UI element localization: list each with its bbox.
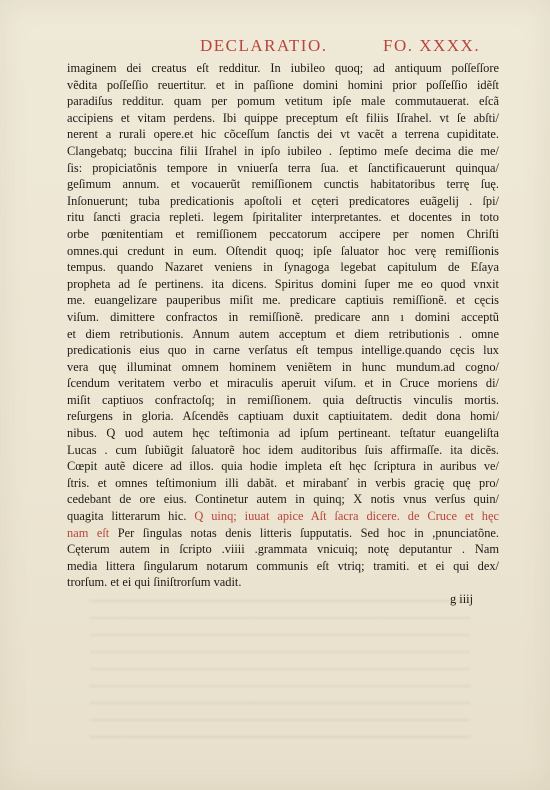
text-segment: propheta ad ſe pertinens. ita dicens. Spiritus domini ſuper me eo quod vnxit xyxy=(67,276,499,291)
text-line xyxy=(67,243,499,260)
text-segment: omnes.qui credunt in eum. Oſtendit quoq; ipſe ſaluator hoc verę remiſſionis xyxy=(67,243,499,258)
text-segment: Per ſingulas notas denis litteris ſupputatis. Sed hoc in ,pnunciatõne. xyxy=(109,525,499,540)
text-segment: reſurgens in gloria. Aſcendẽs captiuam duxit captiuitatem. dedit dona homi/ xyxy=(67,409,499,424)
text-line xyxy=(67,193,499,210)
running-head-title: DECLARATIO. xyxy=(200,36,328,55)
rubricated-text: nam eſt xyxy=(67,525,110,540)
text-line xyxy=(67,525,499,542)
folio-number: FO. XXXX. xyxy=(383,36,481,55)
signature-mark: g iiij xyxy=(450,592,474,606)
text-line xyxy=(67,326,499,343)
text-line xyxy=(67,60,499,77)
text-segment: me. euangelizare pauperibus miſit me. predicare captiuis remiſſionẽ. et cęcis xyxy=(67,293,499,308)
text-segment: geſimum annum. et vocauerũt remiſſionem cunctis habitatoribus terrę ſuę. xyxy=(67,177,499,192)
text-line xyxy=(67,342,499,359)
text-segment: quagita litterarum hic. xyxy=(67,509,195,524)
text-segment: et diem retributionis. Annum autem acceptum et diem retributionis . omne xyxy=(67,326,499,341)
text-segment: media littera ſingularum notarum communis eſt vtriq; tramiti. et ei qui dex/ xyxy=(67,558,499,573)
text-line xyxy=(67,375,499,392)
text-segment: paradiſus redditur. quam per pomum vetitum ipſe male commutauerat. eſcã xyxy=(67,94,499,109)
text-line xyxy=(67,176,499,193)
text-segment: vera quę illuminat omnem hominem veniẽtem in hunc mundum.ad cogno/ xyxy=(67,359,499,374)
text-line xyxy=(67,392,499,409)
show-through-bleed xyxy=(90,600,470,740)
text-line xyxy=(67,408,499,425)
text-line xyxy=(67,209,499,226)
text-line xyxy=(67,77,499,94)
text-segment: Clangebatq; buccina filii Iſrahel in ipſo iubileo . ſeptimo meſe decima die me/ xyxy=(67,143,499,158)
text-line xyxy=(67,491,499,508)
text-segment: Lucas . cum ſubiũgit ſaluatorẽ hoc idem auditoribus ſuis affirmaſſe. ita dicẽs. xyxy=(67,442,499,457)
text-segment: accipiens et vitam perdens. Ibi quippe preceptum eſt filiis Iſrahel. vt ſe abſti/ xyxy=(67,110,499,125)
text-line xyxy=(67,126,499,143)
text-segment: nibus. Q uod autem hęc teſtimonia ad ipſum pertineant. teſtatur euangeliſta xyxy=(67,426,499,441)
text-segment: Cęterum autem in ſcripto .viiii .grammata vnicuiq; notę deputantur . Nam xyxy=(67,542,499,557)
text-segment: cedebant de ore eius. Continetur autem in quinq; X notis vnus verſus quin/ xyxy=(67,492,499,507)
text-segment: orbe pœnitentiam et remiſſionem peccatorum accipere per nomen Chriſti xyxy=(67,226,499,241)
text-line xyxy=(67,574,499,591)
text-segment: trorſum. et ei qui ſiniſtrorſum vadit. xyxy=(67,575,242,590)
text-line xyxy=(67,458,499,475)
text-segment: Cœpit autẽ dicere ad illos. quia hodie impleta eſt hęc ſcriptura in auribus ve/ xyxy=(67,459,499,474)
text-segment: vẽdita poſſeſſio reuertitur. et in paſſione domini homini prior poſſeſſio idẽſt xyxy=(67,77,499,92)
text-segment: ſtris. et omnes teſtimonium illi dabãt. et mirabanť in verbis gracię quę pro/ xyxy=(67,475,499,490)
text-segment: ritu ſancti gracia repleti. legem ſpiritaliter interpretantes. et docentes in toto xyxy=(67,210,499,225)
text-segment: ſis: propiciatõnis tempore in vniuerſa terra ſua. et ſanctificauerunt quinqua/ xyxy=(67,160,499,175)
text-segment: nerent a rurali opere.et hic cõceſſum ſanctis dei vt vacẽt a terrena cupiditate. xyxy=(67,127,499,142)
text-line xyxy=(67,475,499,492)
running-head xyxy=(0,36,550,60)
text-segment: tempus. quando Nazaret veniens in ſynagoga legebat capitulum de Eſaya xyxy=(67,260,499,275)
text-segment: ſcendum veritatem verbo et miraculis aperuit viſum. et in Cruce moriens di/ xyxy=(67,376,499,391)
text-block xyxy=(67,60,499,591)
rubricated-text: Q uinq; iuuat apice Aſt ſacra dicere. de Cruce et hęc xyxy=(194,509,499,524)
text-line xyxy=(67,160,499,177)
text-segment: Inſonuerunt; tuba predicationis apoſtoli et cęteri predicatores euãgelij . ſpi/ xyxy=(67,193,499,208)
text-segment: imaginem dei creatus eſt redditur. In iubileo quoq; ad antiquum poſſeſſore xyxy=(67,61,499,75)
text-line xyxy=(67,541,499,558)
text-line xyxy=(67,143,499,160)
text-line xyxy=(67,226,499,243)
text-line xyxy=(67,359,499,376)
text-segment: miſit captiuos confractoſq; in remiſſionem. quia deſtructis vinculis mortis. xyxy=(67,392,499,407)
text-line xyxy=(67,292,499,309)
text-line xyxy=(67,309,499,326)
text-segment: viſum. dimittere confractos in remiſſionẽ. predicare ann ı domini acceptũ xyxy=(67,309,499,324)
text-line xyxy=(67,259,499,276)
text-line xyxy=(67,93,499,110)
text-line xyxy=(67,425,499,442)
text-line xyxy=(67,110,499,127)
text-line xyxy=(67,442,499,459)
text-line xyxy=(67,508,499,525)
text-segment: predicationis eius quo in carne verſatus eſt tempus intellige.quando cęcis lux xyxy=(67,343,499,358)
text-line xyxy=(67,558,499,575)
text-line xyxy=(67,276,499,293)
